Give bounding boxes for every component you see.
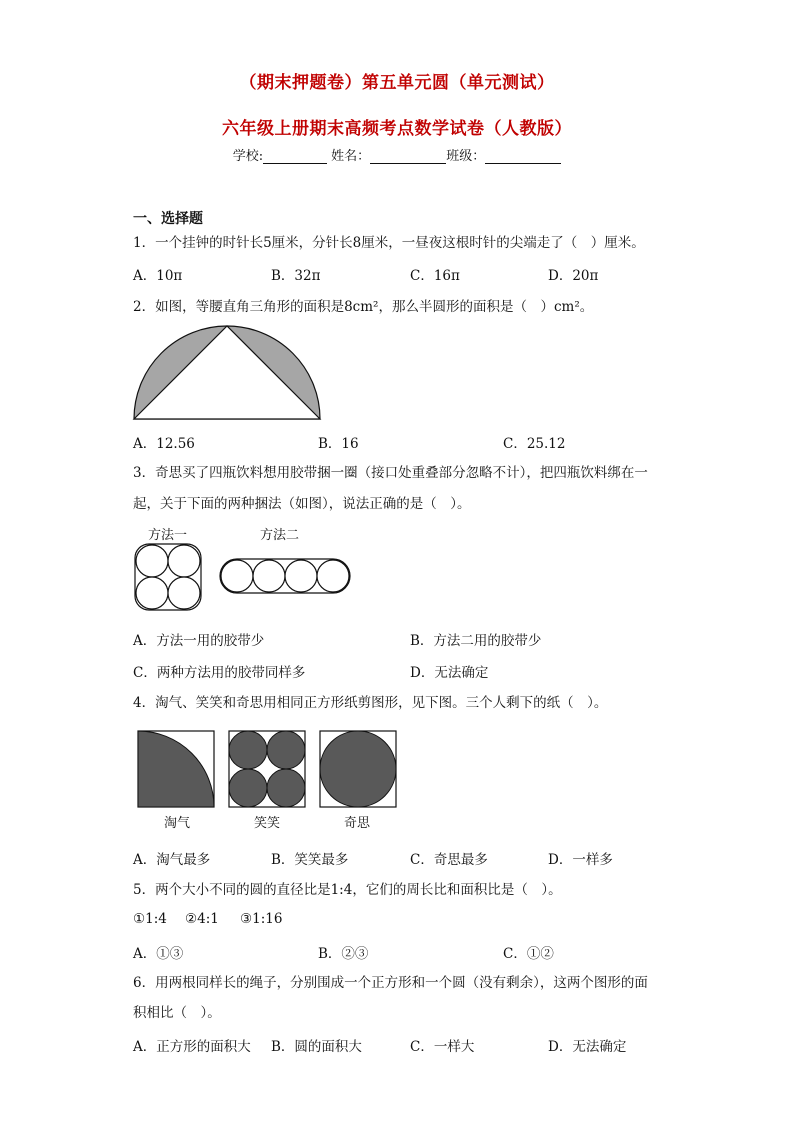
q1-option-b[interactable]: B．32π — [271, 268, 321, 284]
q2-option-b[interactable]: B．16 — [318, 436, 359, 452]
q1-option-a[interactable]: A．10π — [133, 268, 183, 284]
question-3-text-line1: 3．奇思买了四瓶饮料想用胶带捆一圈（接口处重叠部分忽略不计），把四瓶饮料绑在一 — [133, 465, 648, 481]
q3-option-a[interactable]: A．方法一用的胶带少 — [133, 633, 265, 649]
q5-option-c[interactable]: C．①② — [503, 946, 554, 962]
method-2-figure — [219, 558, 351, 594]
q4-option-c[interactable]: C．奇思最多 — [410, 852, 488, 868]
name-label: 姓名： — [331, 149, 371, 164]
caption-xiaoxiao: 笑笑 — [254, 816, 281, 831]
question-4-text: 4．淘气、笑笑和奇思用相同正方形纸剪图形，见下图。三个人剩下的纸（ ）。 — [133, 695, 608, 711]
school-label: 学校: — [232, 149, 264, 164]
q1-option-d[interactable]: D．20π — [548, 268, 599, 284]
taoqi-quarter-circle-figure — [137, 730, 215, 808]
q1-option-c[interactable]: C．16π — [410, 268, 460, 284]
name-blank[interactable] — [370, 149, 446, 164]
question-1-text: 1．一个挂钟的时针长5厘米，分针长8厘米，一昼夜这根时针的尖端走了（ ）厘米。 — [133, 235, 645, 251]
question-2-text: 2．如图，等腰直角三角形的面积是8cm²，那么半圆形的面积是（ ）cm²。 — [133, 299, 594, 315]
exam-title-line2: 六年级上册期末高频考点数学试卷（人教版） — [222, 119, 572, 139]
q6-option-d[interactable]: D．无法确定 — [548, 1039, 627, 1055]
q2-option-a[interactable]: A．12.56 — [133, 436, 195, 452]
caption-taoqi: 淘气 — [164, 816, 191, 831]
question-6-text-line2: 积相比（ ）。 — [133, 1005, 221, 1021]
section-title: 一、选择题 — [133, 211, 203, 227]
q5-option-a[interactable]: A．①③ — [133, 946, 184, 962]
q4-option-d[interactable]: D．一样多 — [548, 852, 613, 868]
method-1-label: 方法一 — [148, 528, 188, 543]
qisi-circle-figure — [319, 730, 397, 808]
q5-choice-1: ①1:4 — [133, 911, 167, 927]
question-6-text-line1: 6．用两根同样长的绳子，分别围成一个正方形和一个圆（没有剩余），这两个图形的面 — [133, 975, 648, 991]
q3-option-d[interactable]: D．无法确定 — [410, 665, 489, 681]
q3-option-c[interactable]: C．两种方法用的胶带同样多 — [133, 665, 306, 681]
q2-option-c[interactable]: C．25.12 — [503, 436, 566, 452]
question-3-text-line2: 起，关于下面的两种捆法（如图），说法正确的是（ ）。 — [133, 496, 471, 512]
q5-option-b[interactable]: B．②③ — [318, 946, 369, 962]
method-2-label: 方法二 — [260, 528, 300, 543]
student-info-row — [0, 145, 794, 164]
class-label: 班级： — [446, 149, 486, 164]
school-blank[interactable] — [263, 149, 327, 164]
q5-choice-2: ②4:1 — [185, 911, 219, 927]
q6-option-c[interactable]: C．一样大 — [410, 1039, 475, 1055]
semicircle-triangle-figure — [133, 325, 323, 421]
q6-option-a[interactable]: A．正方形的面积大 — [133, 1039, 251, 1055]
method-1-figure — [134, 543, 202, 611]
q5-choice-3: ③1:16 — [240, 911, 283, 927]
q4-option-b[interactable]: B．笑笑最多 — [271, 852, 349, 868]
caption-qisi: 奇思 — [344, 816, 371, 831]
question-5-text: 5．两个大小不同的圆的直径比是1:4，它们的周长比和面积比是（ ）。 — [133, 882, 562, 898]
q3-option-b[interactable]: B．方法二用的胶带少 — [410, 633, 542, 649]
q4-option-a[interactable]: A．淘气最多 — [133, 852, 211, 868]
exam-title-line1: （期末押题卷）第五单元圆（单元测试） — [239, 73, 555, 93]
q6-option-b[interactable]: B．圆的面积大 — [271, 1039, 362, 1055]
class-blank[interactable] — [485, 149, 561, 164]
xiaoxiao-four-circles-figure — [228, 730, 306, 808]
